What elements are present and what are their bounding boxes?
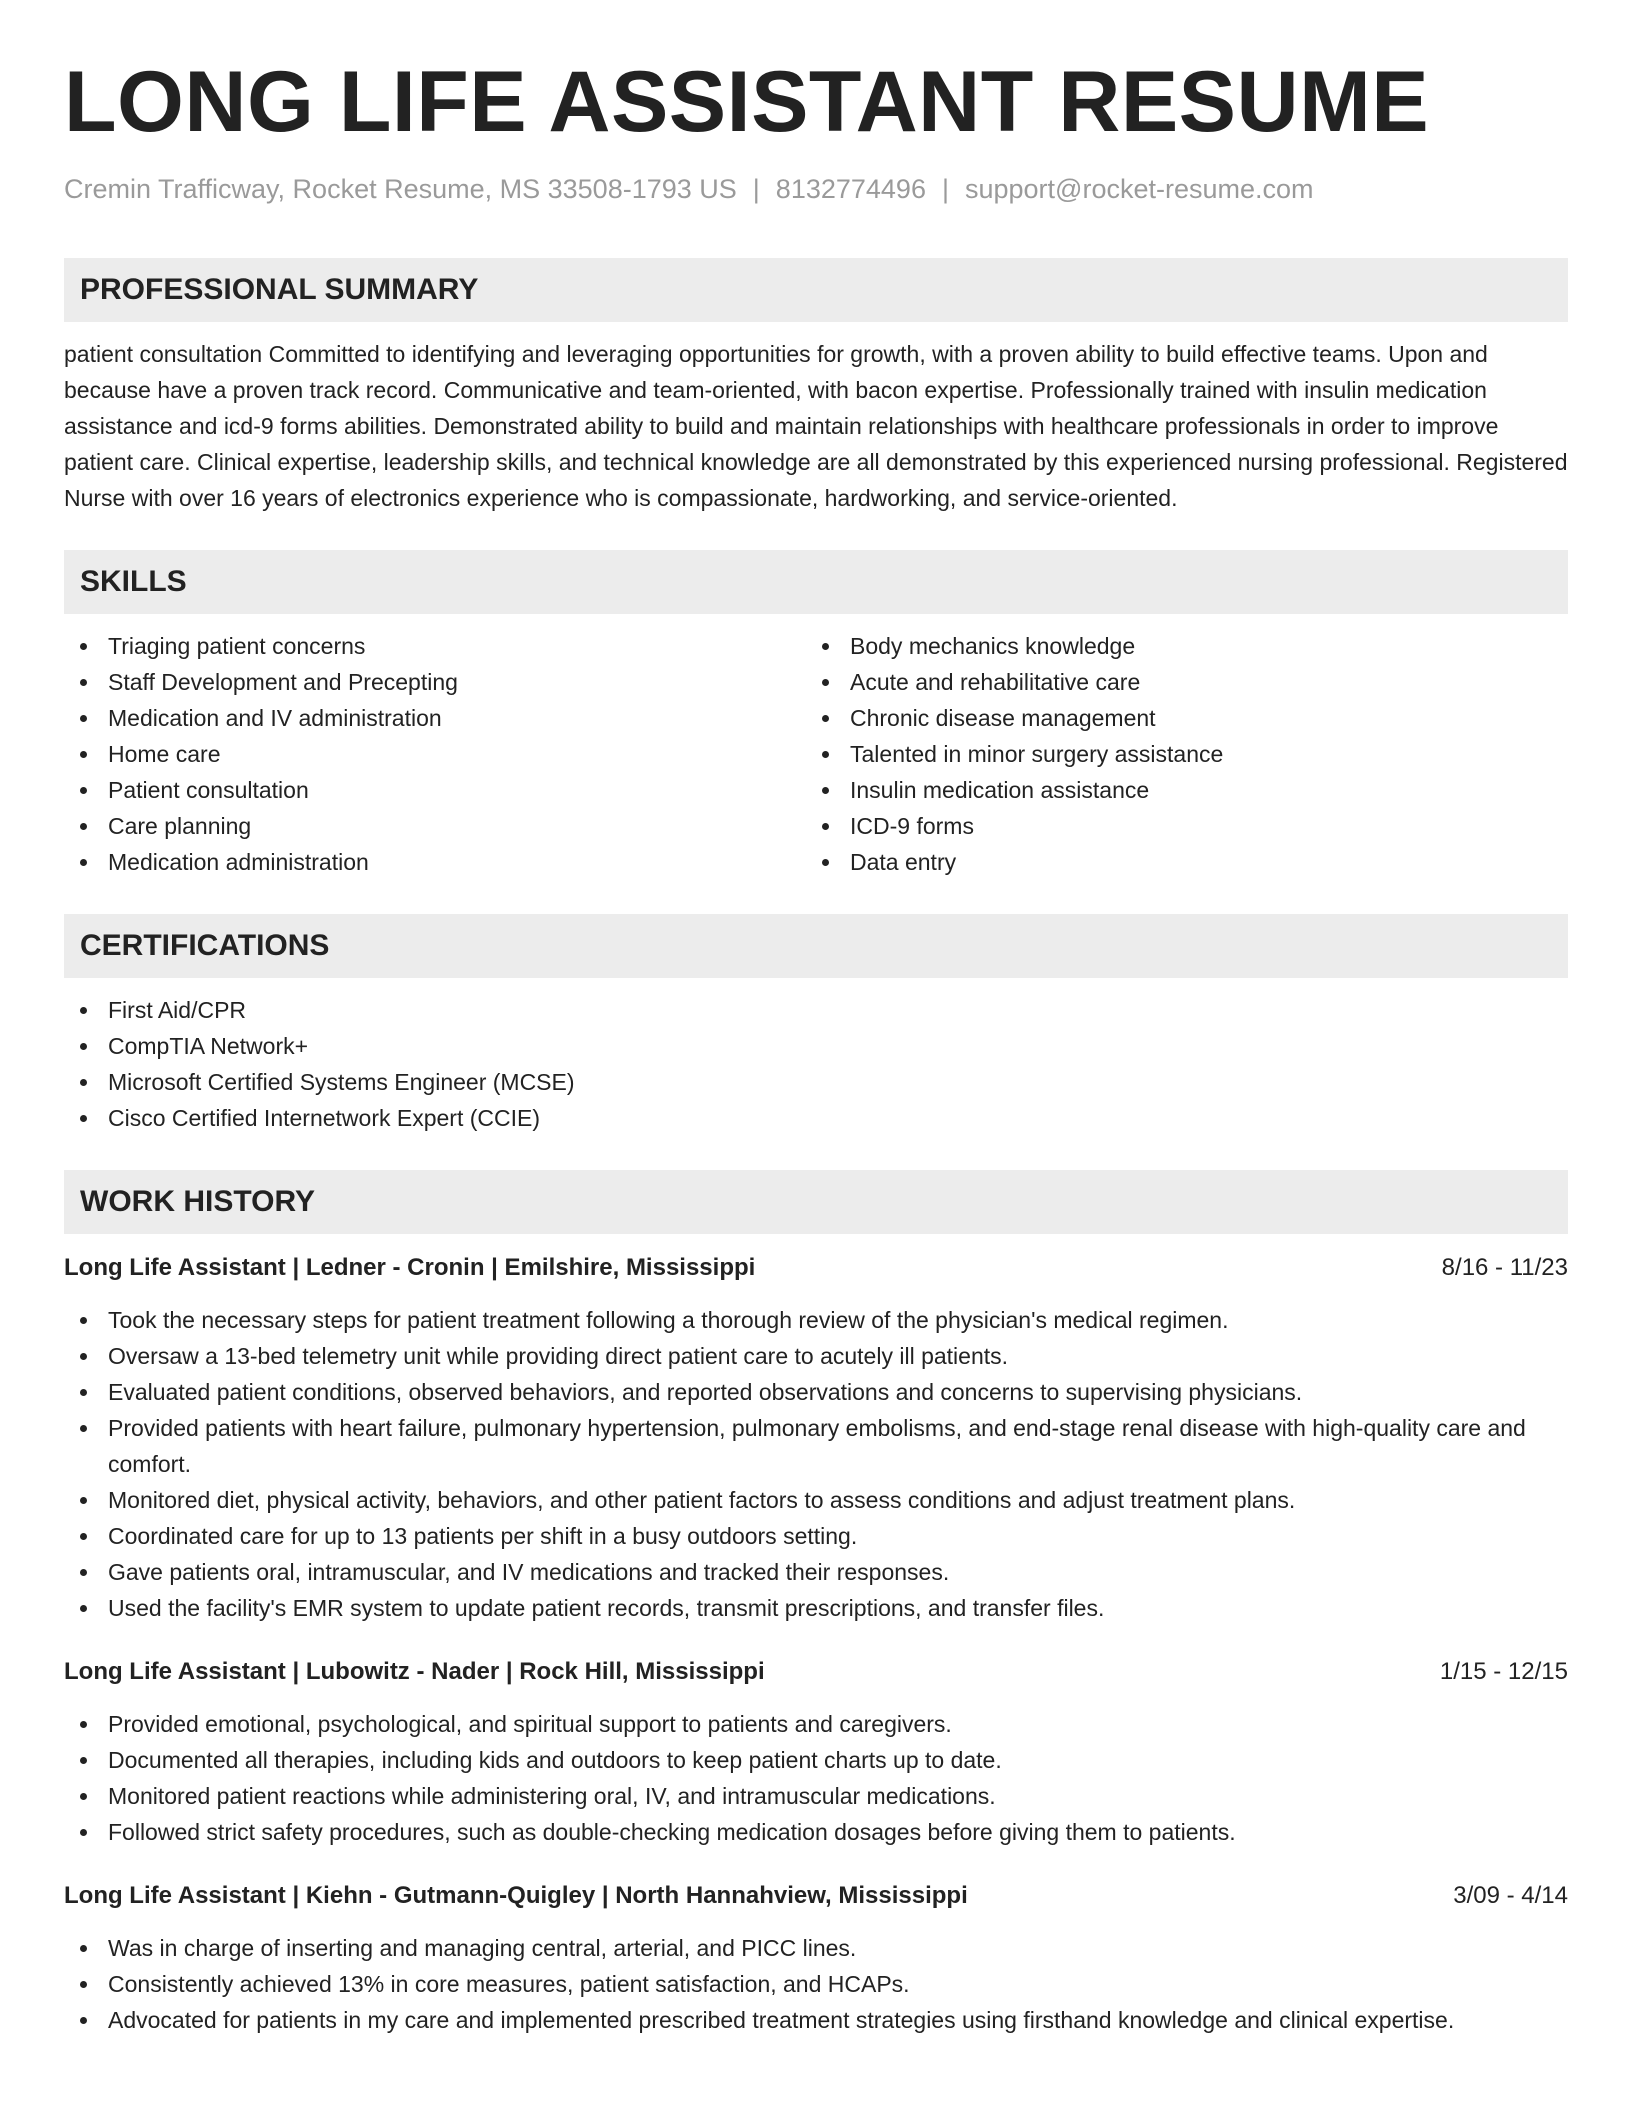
skills-columns: [64, 628, 1568, 880]
job-dates: 8/16 - 11/23: [1441, 1254, 1568, 1281]
job-title: Long Life Assistant | Ledner - Cronin | Emilshire, Mississippi: [64, 1254, 756, 1281]
skill-item: Talented in minor surgery assistance: [806, 736, 1548, 772]
skill-item: Home care: [64, 736, 806, 772]
contact-phone: 8132774496: [775, 174, 926, 204]
certifications-list: [64, 992, 1568, 1136]
job-bullet: Monitored diet, physical activity, behaviors, and other patient factors to assess conditions and adjust treatment plans.: [64, 1482, 1568, 1518]
section-heading-summary: PROFESSIONAL SUMMARY: [64, 258, 1568, 322]
job-bullet: Was in charge of inserting and managing central, arterial, and PICC lines.: [64, 1930, 1568, 1966]
job-bullet: Evaluated patient conditions, observed behaviors, and reported observations and concerns to supervising physicians.: [64, 1374, 1568, 1410]
job-bullet: Provided patients with heart failure, pulmonary hypertension, pulmonary embolisms, and end-stage renal disease with high-quality care and comfort.: [64, 1410, 1568, 1482]
skills-left-list: [64, 628, 806, 880]
skill-item: Acute and rehabilitative care: [806, 664, 1548, 700]
job-dates: 3/09 - 4/14: [1453, 1882, 1568, 1909]
job-bullet-list: [64, 1930, 1568, 2038]
certification-item: First Aid/CPR: [64, 992, 1568, 1028]
job-bullet: Provided emotional, psychological, and spiritual support to patients and caregivers.: [64, 1706, 1568, 1742]
job-bullet: Documented all therapies, including kids and outdoors to keep patient charts up to date.: [64, 1742, 1568, 1778]
job-dates: 1/15 - 12/15: [1439, 1658, 1568, 1685]
job-bullet: Followed strict safety procedures, such as double-checking medication dosages before giving them to patients.: [64, 1814, 1568, 1850]
skill-item: Data entry: [806, 844, 1548, 880]
job-bullet: Coordinated care for up to 13 patients per shift in a busy outdoors setting.: [64, 1518, 1568, 1554]
job-header: [64, 1250, 1568, 1286]
skill-item: Care planning: [64, 808, 806, 844]
skill-item: Insulin medication assistance: [806, 772, 1548, 808]
skill-item: Chronic disease management: [806, 700, 1548, 736]
contact-line: [64, 172, 1568, 206]
skill-item: Staff Development and Precepting: [64, 664, 806, 700]
job-bullet: Gave patients oral, intramuscular, and IV medications and tracked their responses.: [64, 1554, 1568, 1590]
certification-item: Cisco Certified Internetwork Expert (CCIE): [64, 1100, 1568, 1136]
contact-address: Cremin Trafficway, Rocket Resume, MS 33508-1793 US: [64, 174, 737, 204]
job-header: [64, 1654, 1568, 1690]
job-entry: [64, 1654, 1568, 1850]
skill-item: Medication administration: [64, 844, 806, 880]
job-title: Long Life Assistant | Lubowitz - Nader | Rock Hill, Mississippi: [64, 1658, 765, 1685]
job-bullet: Monitored patient reactions while administering oral, IV, and intramuscular medications.: [64, 1778, 1568, 1814]
job-bullet: Advocated for patients in my care and implemented prescribed treatment strategies using firsthand knowledge and clinical expertise.: [64, 2002, 1568, 2038]
skill-item: Triaging patient concerns: [64, 628, 806, 664]
job-bullet: Oversaw a 13-bed telemetry unit while providing direct patient care to acutely ill patients.: [64, 1338, 1568, 1374]
job-bullet-list: [64, 1706, 1568, 1850]
skill-item: Body mechanics knowledge: [806, 628, 1548, 664]
skill-item: ICD-9 forms: [806, 808, 1548, 844]
contact-email: support@rocket-resume.com: [964, 174, 1314, 204]
job-bullet: Used the facility's EMR system to update patient records, transmit prescriptions, and transfer files.: [64, 1590, 1568, 1626]
section-heading-skills: SKILLS: [64, 550, 1568, 614]
job-bullet-list: [64, 1302, 1568, 1626]
skill-item: Medication and IV administration: [64, 700, 806, 736]
job-entry: [64, 1878, 1568, 2038]
skills-right-list: [806, 628, 1548, 880]
certification-item: CompTIA Network+: [64, 1028, 1568, 1064]
job-header: [64, 1878, 1568, 1914]
job-bullet: Consistently achieved 13% in core measures, patient satisfaction, and HCAPs.: [64, 1966, 1568, 2002]
job-bullet: Took the necessary steps for patient treatment following a thorough review of the physician's medical regimen.: [64, 1302, 1568, 1338]
contact-separator: |: [752, 174, 760, 204]
skill-item: Patient consultation: [64, 772, 806, 808]
section-heading-work-history: WORK HISTORY: [64, 1170, 1568, 1234]
contact-separator: |: [941, 174, 949, 204]
job-entry: [64, 1250, 1568, 1626]
resume-title: LONG LIFE ASSISTANT RESUME: [64, 54, 1430, 150]
certification-item: Microsoft Certified Systems Engineer (MCSE): [64, 1064, 1568, 1100]
section-heading-certifications: CERTIFICATIONS: [64, 914, 1568, 978]
job-title: Long Life Assistant | Kiehn - Gutmann-Quigley | North Hannahview, Mississippi: [64, 1882, 968, 1909]
summary-text: patient consultation Committed to identifying and leveraging opportunities for growth, with a proven ability to build effective teams. Upon and because have a proven track record. Communicative and team-oriented, with bacon expertise. Professionally trained with insulin medication assistance and icd-9 forms abilities. Demonstrated ability to build and maintain relationships with healthcare professionals in order to improve patient care. Clinical expertise, leadership skills, and technical knowledge are all demonstrated by this experienced nursing professional. Registered Nurse with over 16 years of electronics experience who is compassionate, hardworking, and service-oriented.: [64, 341, 1568, 511]
